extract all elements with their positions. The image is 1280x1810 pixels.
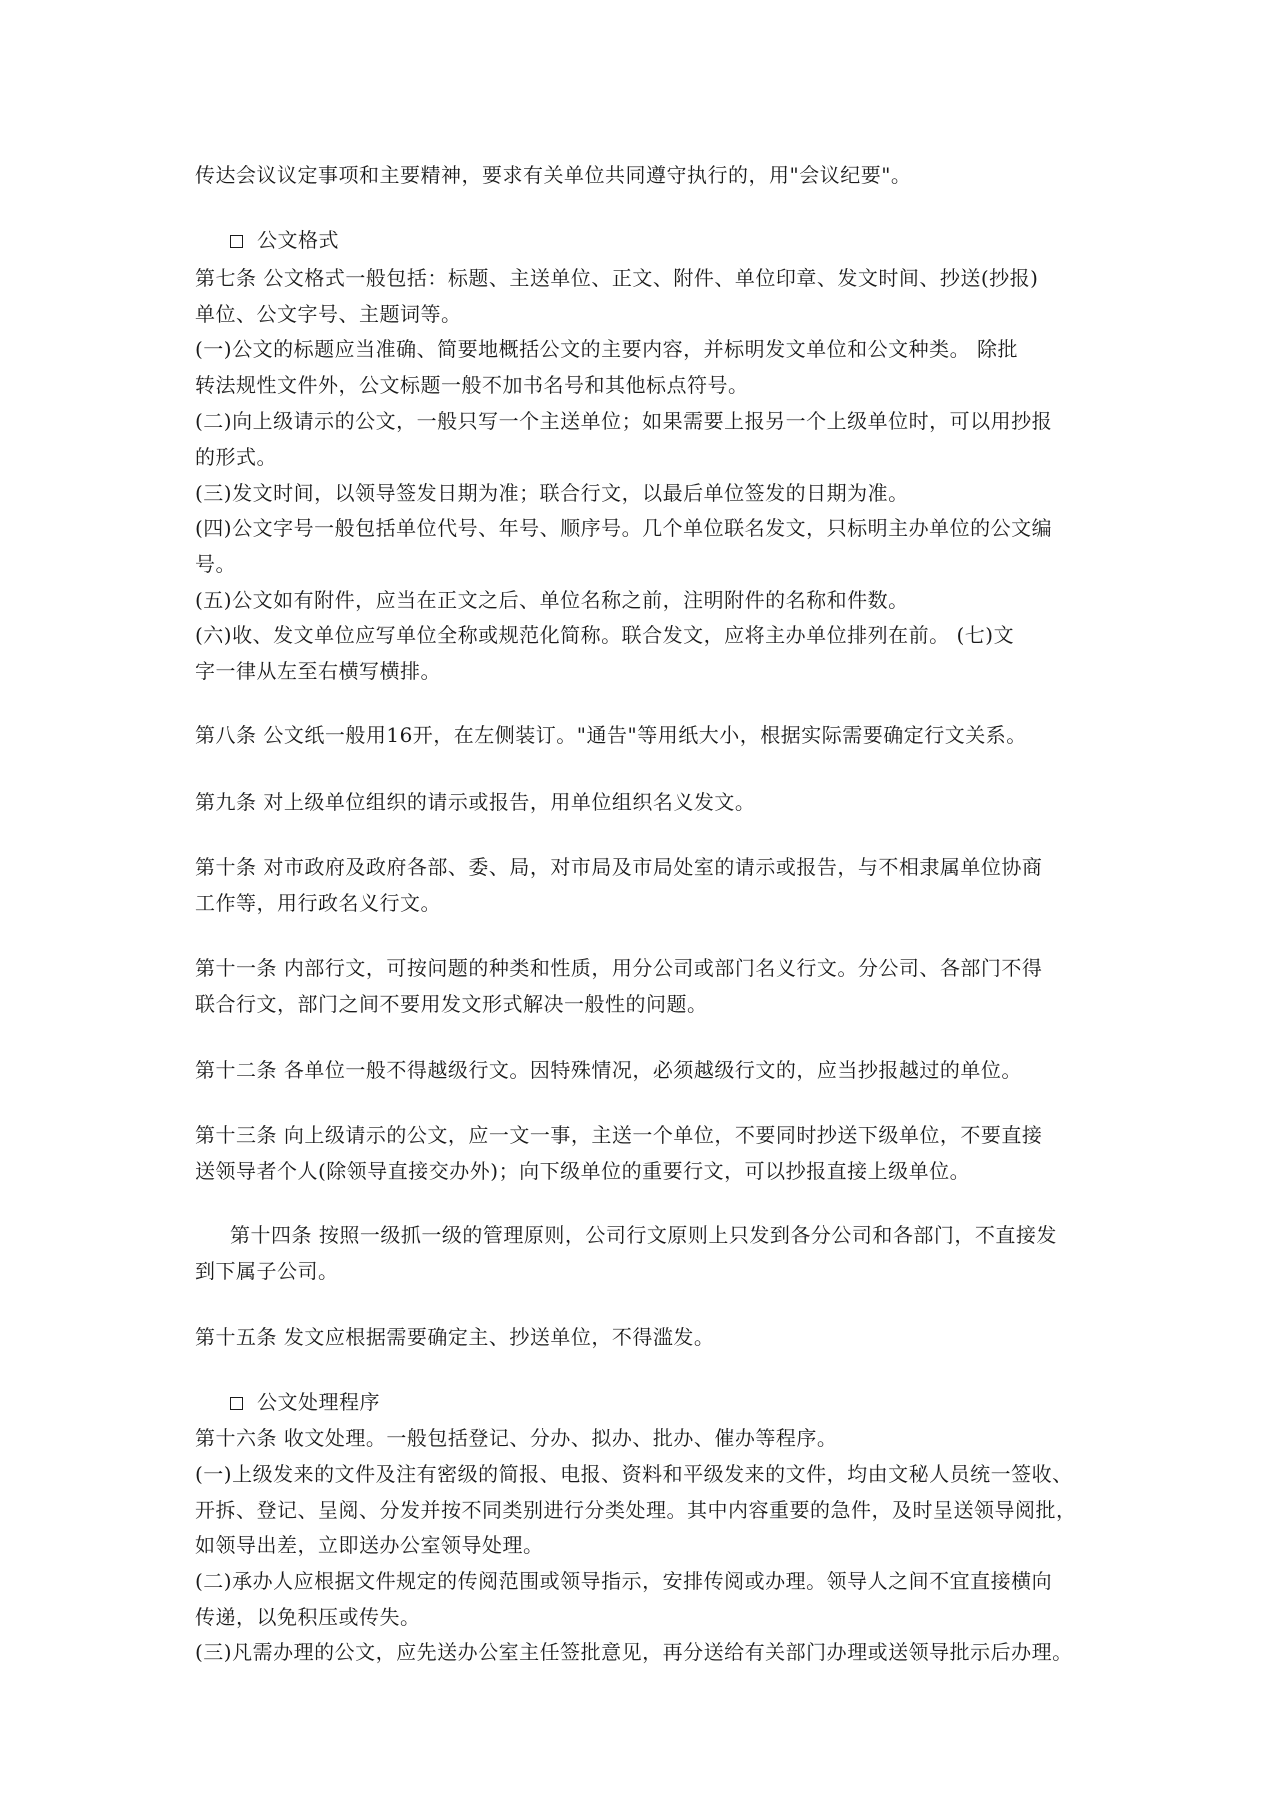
item-6-line-2: 字一律从左至右横写横排。 <box>195 659 441 683</box>
section-heading-process-text: 公文处理程序 <box>257 1390 380 1414</box>
section-heading-process <box>230 1389 380 1415</box>
article-13-line-2: 送领导者个人(除领导直接交办外)；向下级单位的重要行文，可以抄报直接上级单位。 <box>195 1159 971 1183</box>
checkbox-square-icon <box>230 235 243 248</box>
item-5: (五)公文如有附件，应当在正文之后、单位名称之前，注明附件的名称和件数。 <box>195 588 909 612</box>
article-10-line-2: 工作等，用行政名义行文。 <box>195 891 441 915</box>
article-9: 第九条 对上级单位组织的请示或报告，用单位组织名义发文。 <box>195 790 756 814</box>
item-3: (三)发文时间，以领导签发日期为准；联合行文，以最后单位签发的日期为准。 <box>195 481 909 505</box>
item-2-line-1: (二)向上级请示的公文，一般只写一个主送单位；如果需要上报另一个上级单位时，可以用抄报 <box>195 409 1053 433</box>
article-14-line-2: 到下属子公司。 <box>195 1259 339 1283</box>
item-2-line-2: 的形式。 <box>195 445 277 469</box>
article-11-line-1: 第十一条 内部行文，可按问题的种类和性质，用分公司或部门名义行文。分公司、各部门不得 <box>195 956 1043 980</box>
process-item-2-line-2: 传递，以免积压或传失。 <box>195 1605 421 1629</box>
section-heading-format-text: 公文格式 <box>257 228 339 252</box>
item-6-line-1: (六)收、发文单位应写单位全称或规范化简称。联合发文，应将主办单位排列在前。 (七)文 <box>195 623 1015 647</box>
article-8: 第八条 公文纸一般用16开，在左侧装订。"通告"等用纸大小，根据实际需要确定行文关系。 <box>195 723 1027 747</box>
article-13-line-1: 第十三条 向上级请示的公文，应一文一事，主送一个单位，不要同时抄送下级单位，不要直接 <box>195 1123 1043 1147</box>
article-11-line-2: 联合行文，部门之间不要用发文形式解决一般性的问题。 <box>195 992 708 1016</box>
process-item-3: (三)凡需办理的公文，应先送办公室主任签批意见，再分送给有关部门办理或送领导批示后办理。 <box>195 1640 1073 1664</box>
process-item-1-line-2: 开拆、登记、呈阅、分发并按不同类别进行分类处理。其中内容重要的急件，及时呈送领导阅批， <box>195 1498 1077 1522</box>
article-7-line-2: 单位、公文字号、主题词等。 <box>195 302 462 326</box>
item-4-line-1: (四)公文字号一般包括单位代号、年号、顺序号。几个单位联名发文，只标明主办单位的公文编 <box>195 516 1053 540</box>
article-16: 第十六条 收文处理。一般包括登记、分办、拟办、批办、催办等程序。 <box>195 1426 838 1450</box>
process-item-2-line-1: (二)承办人应根据文件规定的传阅范围或领导指示，安排传阅或办理。领导人之间不宜直接横向 <box>195 1569 1053 1593</box>
process-item-1-line-1: (一)上级发来的文件及注有密级的简报、电报、资料和平级发来的文件，均由文秘人员统一签收、 <box>195 1462 1073 1486</box>
article-10-line-1: 第十条 对市政府及政府各部、委、局，对市局及市局处室的请示或报告，与不相隶属单位协商 <box>195 855 1043 879</box>
item-1-line-2: 转法规性文件外，公文标题一般不加书名号和其他标点符号。 <box>195 373 749 397</box>
item-4-line-2: 号。 <box>195 552 236 576</box>
process-item-1-line-3: 如领导出差，立即送办公室领导处理。 <box>195 1533 544 1557</box>
article-7-line-1: 第七条 公文格式一般包括：标题、主送单位、正文、附件、单位印章、发文时间、抄送(抄报) <box>195 266 1039 290</box>
article-12: 第十二条 各单位一般不得越级行文。因特殊情况，必须越级行文的，应当抄报越过的单位。 <box>195 1058 1022 1082</box>
checkbox-square-icon <box>230 1397 243 1410</box>
section-heading-format <box>230 227 339 253</box>
article-14-line-1: 第十四条 按照一级抓一级的管理原则，公司行文原则上只发到各分公司和各部门，不直接发 <box>230 1223 1057 1247</box>
item-1-line-1: (一)公文的标题应当准确、简要地概括公文的主要内容，并标明发文单位和公文种类。 除批 <box>195 337 1018 361</box>
article-15: 第十五条 发文应根据需要确定主、抄送单位，不得滥发。 <box>195 1325 715 1349</box>
intro-paragraph: 传达会议议定事项和主要精神，要求有关单位共同遵守执行的，用"会议纪要"。 <box>195 163 912 187</box>
